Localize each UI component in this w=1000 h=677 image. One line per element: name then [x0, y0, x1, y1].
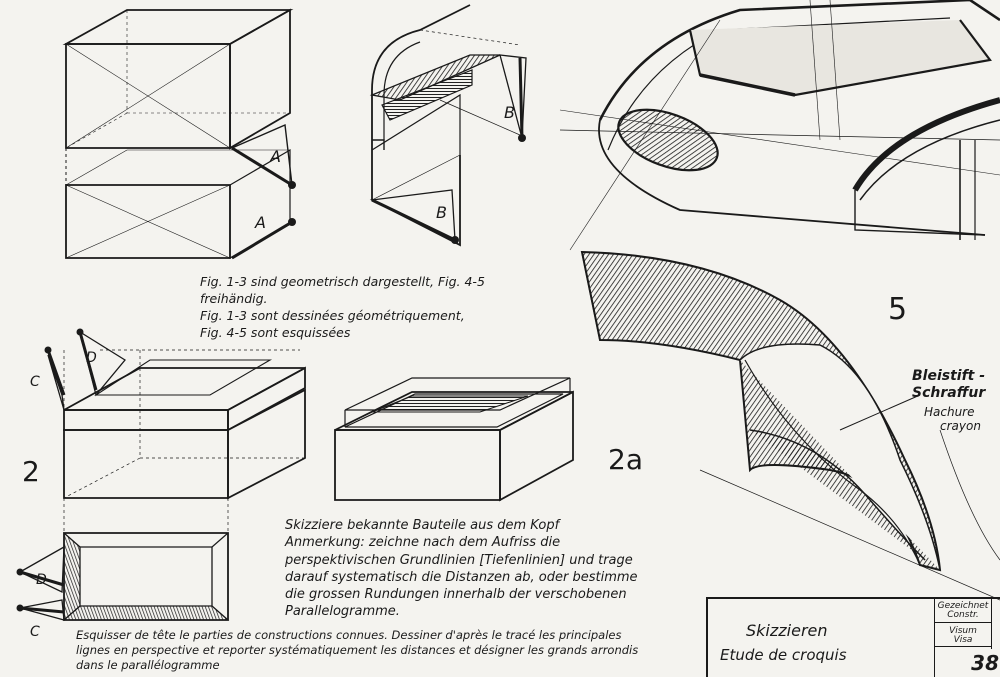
- drawn-by-label: Gezeichnet: [937, 601, 989, 611]
- label-d-lower: D: [36, 572, 47, 588]
- caption-line: freihändig.: [200, 291, 268, 306]
- note-line: Anmerkung: zeichne nach dem Aufriss die: [285, 535, 561, 551]
- pencil-angle-c-upper: [45, 347, 65, 411]
- instruction-note-french: [76, 628, 638, 673]
- page-number: 38: [971, 651, 999, 675]
- instruction-note-german: [285, 517, 638, 621]
- title-block-fields: [934, 599, 1000, 677]
- figure-number-2: 2: [22, 455, 40, 488]
- pencil-hatching-label: [912, 368, 985, 402]
- visum-label: Visum: [949, 626, 977, 636]
- pencil-angle-b-upper: [500, 55, 526, 142]
- annotation-line: Hachure: [924, 405, 975, 419]
- title-block: [706, 597, 1000, 677]
- title-block-title: Skizzieren: [746, 621, 828, 640]
- note-line: Skizziere bekannte Bauteile aus dem Kopf: [285, 518, 560, 533]
- caption-line: Fig. 1-3 sind geometrisch dargestellt, Fig. 4-5: [200, 274, 485, 289]
- note-line: lignes en perspective et reporter systématiquement les distances et désigner les grands arrondis: [76, 643, 639, 657]
- figure-number-5: 5: [888, 292, 908, 327]
- figure-caption: [200, 273, 485, 341]
- label-c-lower: C: [30, 624, 40, 640]
- annotation-line: Bleistift -: [912, 368, 986, 384]
- note-line: Parallelogramme.: [285, 604, 400, 620]
- tray-figure: [335, 378, 573, 500]
- pencil-angle-a-upper: [232, 125, 296, 189]
- annotation-line: Schraffur: [912, 385, 986, 401]
- drawn-by-field: [935, 602, 991, 623]
- label-a-lower: A: [255, 213, 266, 232]
- visum-label-fr: Visa: [953, 635, 973, 645]
- label-a-upper: A: [270, 147, 281, 166]
- caption-line: Fig. 4-5 sont esquissées: [200, 325, 351, 340]
- note-line: perspektivischen Grundlinien [Tiefenlinien] und trage: [285, 552, 633, 568]
- label-b-lower: B: [436, 203, 447, 222]
- pencil-hatching-label-french: [924, 405, 981, 433]
- figure-number-2a: 2a: [608, 443, 643, 476]
- note-line: die grossen Rundungen innerhalb der verschobenen: [285, 587, 627, 603]
- annotation-line: crayon: [940, 419, 981, 433]
- title-block-right-column: [991, 599, 1000, 649]
- caption-line: Fig. 1-3 sont dessinées géométriquement,: [200, 308, 465, 323]
- pencil-angle-c-lower: [17, 600, 65, 620]
- drawn-by-label-fr: Constr.: [947, 610, 979, 620]
- label-b-upper: B: [504, 103, 515, 122]
- visum-field: [935, 624, 991, 647]
- note-line: darauf systematisch die Distanzen ab, oder bestimme: [285, 569, 638, 585]
- label-c-upper: C: [30, 374, 40, 390]
- car-body-figure: [560, 0, 1000, 250]
- pencil-angle-d-upper: [77, 329, 126, 396]
- label-d-upper: D: [86, 350, 97, 366]
- title-block-subtitle: Etude de croquis: [720, 646, 847, 664]
- note-line: dans le parallélogramme: [76, 658, 220, 672]
- note-line: Esquisser de tête le parties de constructions connues. Dessiner d'après le tracé les principales: [76, 628, 622, 642]
